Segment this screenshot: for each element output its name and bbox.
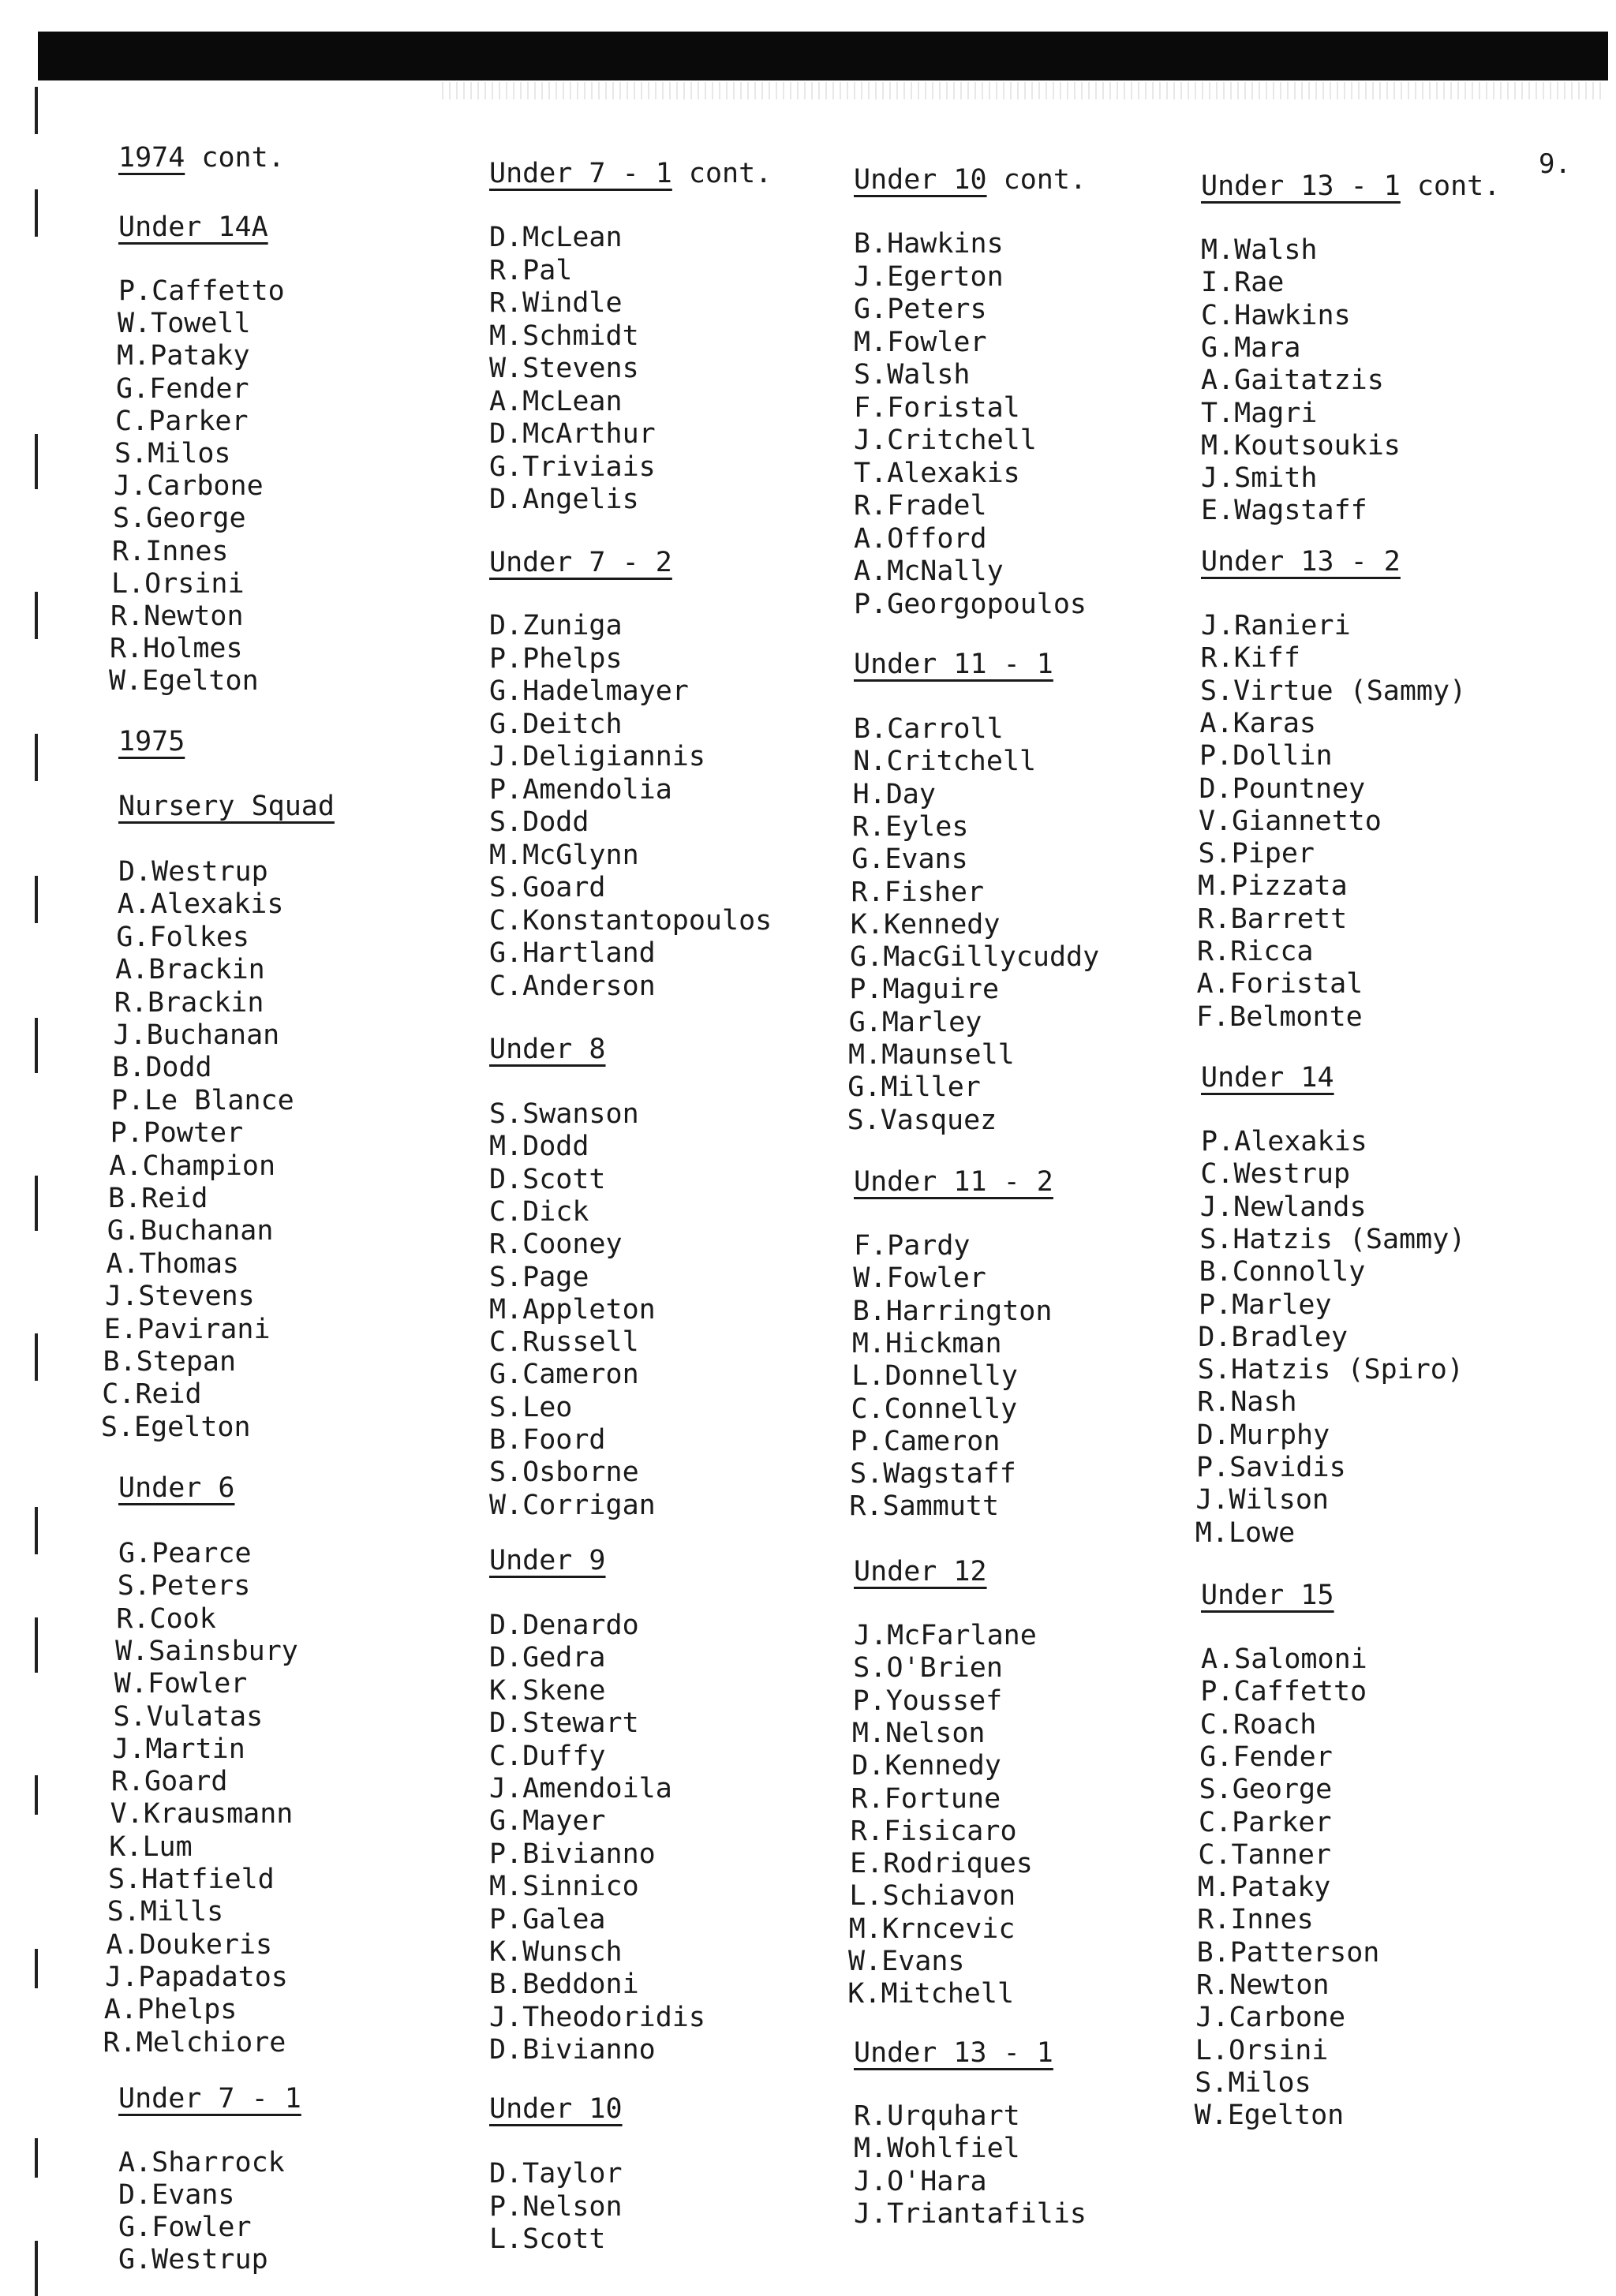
player-name: G.Fender — [116, 372, 249, 405]
player-name: G.Mayer — [489, 1805, 606, 1838]
section-heading — [489, 158, 772, 189]
player-name: R.Windle — [489, 287, 623, 319]
player-name: B.Reid — [108, 1183, 208, 1214]
player-name: S.Hatfield — [108, 1864, 275, 1895]
player-name: B.Stepan — [103, 1346, 237, 1378]
player-name: J.Wilson — [1195, 1484, 1329, 1516]
section-heading-title: Under 9 — [489, 1545, 606, 1576]
player-name: S.Swanson — [489, 1098, 639, 1130]
player-name: M.Walsh — [1201, 234, 1318, 266]
player-name: R.Barrett — [1197, 903, 1348, 935]
section-heading-title: Under 14A — [118, 211, 268, 243]
player-name: D.Denardo — [489, 1610, 639, 1641]
player-name: J.Egerton — [854, 260, 1004, 293]
player-name: L.Schiavon — [849, 1880, 1016, 1913]
player-name: G.Evans — [851, 843, 968, 876]
section-heading — [1201, 170, 1500, 202]
player-name: G.Westrup — [118, 2244, 268, 2275]
player-name: D.Bivianno — [489, 2034, 656, 2066]
player-name: L.Orsini — [111, 567, 245, 600]
player-name: M.Pizzata — [1198, 870, 1348, 903]
player-name: A.McNally — [854, 555, 1004, 587]
section-heading — [854, 1556, 987, 1587]
player-name: W.Sainsbury — [115, 1635, 298, 1667]
player-name: W.Egelton — [109, 665, 259, 697]
section-heading-title: Under 7 - 2 — [489, 547, 672, 578]
player-name: S.George — [113, 503, 246, 535]
player-name: E.Rodriques — [850, 1848, 1033, 1880]
section-heading — [1201, 1580, 1334, 1611]
section-heading — [1201, 546, 1401, 578]
player-name: G.Mara — [1201, 331, 1301, 364]
player-name: M.Pataky — [1197, 1872, 1331, 1904]
player-name: S.Dodd — [489, 806, 589, 838]
player-name: D.Bradley — [1198, 1321, 1349, 1353]
player-name: J.Critchell — [854, 424, 1037, 456]
player-name: P.Savidis — [1196, 1452, 1346, 1483]
player-name: K.Skene — [489, 1674, 606, 1707]
player-name: C.Anderson — [489, 970, 656, 1002]
player-name: M.Koutsoukis — [1201, 429, 1401, 462]
player-name: M.Sinnico — [489, 1871, 639, 1903]
section-heading-title: Under 11 - 2 — [854, 1166, 1053, 1198]
player-name: K.Mitchell — [847, 1978, 1015, 2010]
player-name: M.Appleton — [489, 1293, 656, 1326]
player-name: R.Nash — [1197, 1386, 1297, 1419]
section-heading — [489, 1034, 606, 1065]
player-name: K.Lum — [109, 1830, 193, 1863]
player-name: A.Brackin — [115, 954, 265, 986]
player-name: P.Dollin — [1199, 740, 1333, 772]
player-name: C.Duffy — [489, 1740, 606, 1772]
player-name: A.Salomoni — [1201, 1643, 1367, 1675]
player-name: V.Giannetto — [1199, 805, 1382, 837]
player-name: D.Pountney — [1199, 772, 1366, 805]
section-heading — [489, 1545, 606, 1576]
player-name: C.Parker — [1199, 1806, 1332, 1838]
player-name: P.Georgopoulos — [854, 588, 1087, 620]
player-name: S.Osborne — [489, 1457, 639, 1489]
player-name: D.Scott — [489, 1163, 606, 1195]
player-name: S.Peters — [117, 1570, 251, 1602]
player-name: N.Critchell — [853, 746, 1037, 778]
player-name: M.Nelson — [851, 1717, 986, 1749]
player-name: R.Pal — [489, 254, 573, 286]
player-name: K.Kennedy — [850, 908, 1001, 940]
player-name: C.Westrup — [1200, 1158, 1351, 1191]
player-name: I.Rae — [1201, 267, 1285, 299]
section-heading-title: Under 13 - 1 — [854, 2037, 1053, 2069]
player-name: J.Papadatos — [105, 1961, 288, 1993]
player-name: J.Triantafilis — [854, 2197, 1087, 2230]
player-name: G.Folkes — [116, 921, 249, 953]
player-name: R.Fradel — [854, 490, 987, 522]
section-heading-suffix: cont. — [1400, 170, 1501, 202]
player-name: R.Newton — [110, 600, 244, 632]
player-name: R.Ricca — [1197, 936, 1314, 967]
player-name: D.Angelis — [489, 484, 639, 515]
player-name: M.Fowler — [854, 326, 987, 358]
player-name: S.George — [1199, 1774, 1333, 1806]
player-name: A.Alexakis — [117, 888, 284, 921]
player-name: P.Cameron — [850, 1425, 1001, 1457]
player-name: S.Walsh — [854, 359, 971, 391]
player-name: D.Gedra — [489, 1642, 606, 1674]
section-heading-title: Under 7 - 1 — [118, 2083, 301, 2115]
section-heading-title: Under 10 — [489, 2093, 623, 2125]
section-heading-title: Under 14 — [1201, 1062, 1334, 1094]
player-name: P.Powter — [110, 1117, 244, 1150]
player-name: M.McGlynn — [489, 839, 639, 871]
section-heading — [489, 547, 672, 578]
player-name: C.Konstantopoulos — [489, 904, 772, 937]
player-name: R.Fortune — [851, 1782, 1001, 1815]
player-name: A.Sharrock — [118, 2147, 285, 2178]
player-name: A.Doukeris — [106, 1928, 273, 1961]
player-name: C.Connelly — [851, 1393, 1018, 1425]
player-name: P.Caffetto — [1200, 1676, 1367, 1708]
player-name: J.Buchanan — [113, 1019, 280, 1051]
player-name: J.Newlands — [1199, 1191, 1367, 1223]
player-name: V.Krausmann — [110, 1798, 294, 1830]
player-name: R.Urquhart — [854, 2100, 1020, 2132]
player-name: J.O'Hara — [854, 2165, 987, 2197]
player-name: D.Murphy — [1196, 1419, 1330, 1451]
player-name: J.McFarlane — [854, 1620, 1037, 1651]
player-name: A.Phelps — [103, 1994, 238, 2026]
section-heading-title: 1974 — [118, 142, 185, 174]
player-name: K.Wunsch — [489, 1936, 623, 1968]
player-name: F.Foristal — [854, 391, 1020, 424]
player-name: S.Milos — [114, 438, 231, 469]
player-name: M.Dodd — [489, 1131, 589, 1163]
player-name: S.Goard — [489, 872, 606, 903]
player-name: G.Miller — [847, 1071, 981, 1104]
player-name: J.Carbone — [1195, 2002, 1346, 2034]
player-name: R.Fisher — [851, 876, 985, 908]
player-name: S.Piper — [1198, 838, 1315, 870]
player-name: D.Zuniga — [489, 610, 623, 641]
player-name: B.Carroll — [854, 713, 1004, 745]
section-heading-title: 1975 — [118, 726, 185, 757]
player-name: M.Krncevic — [848, 1913, 1016, 1945]
player-name: S.Egelton — [100, 1411, 251, 1443]
player-name: F.Belmonte — [1196, 1000, 1363, 1033]
player-name: R.Eyles — [851, 810, 969, 843]
section-heading — [854, 2037, 1053, 2069]
player-name: M.Pataky — [117, 340, 250, 372]
player-name: A.Gaitatzis — [1201, 365, 1384, 397]
player-name: P.Alexakis — [1201, 1126, 1367, 1157]
section-heading-title: Under 7 - 1 — [489, 158, 672, 189]
player-name: A.Karas — [1199, 707, 1317, 739]
section-heading — [854, 1166, 1053, 1198]
section-heading — [1201, 1062, 1334, 1094]
player-name: B.Foord — [489, 1424, 606, 1456]
player-name: S.Vulatas — [113, 1700, 264, 1733]
player-name: J.Ranieri — [1201, 610, 1351, 641]
player-name: R.Innes — [1197, 1904, 1314, 1936]
player-name: B.Harrington — [852, 1295, 1053, 1327]
section-heading — [489, 2093, 623, 2125]
player-name: G.Marley — [848, 1006, 982, 1038]
player-name: D.McArthur — [489, 418, 656, 450]
player-name: P.Galea — [489, 1903, 606, 1935]
player-name: R.Newton — [1196, 1969, 1330, 2001]
player-name: S.Wagstaff — [850, 1458, 1016, 1490]
player-name: E.Pavirani — [103, 1313, 271, 1345]
player-name: C.Dick — [489, 1195, 589, 1228]
player-name: G.MacGillycuddy — [850, 941, 1100, 974]
section-heading-title: Under 12 — [854, 1556, 987, 1587]
player-name: W.Fowler — [114, 1668, 248, 1700]
player-name: M.Schmidt — [489, 320, 639, 352]
player-name: S.Leo — [489, 1391, 573, 1423]
player-name: D.Kennedy — [851, 1750, 1001, 1782]
player-name: J.Stevens — [105, 1281, 255, 1313]
player-name: B.Connolly — [1199, 1256, 1366, 1288]
player-name: W.Evans — [848, 1946, 965, 1977]
section-heading-title: Under 11 - 1 — [854, 649, 1053, 680]
player-name: G.Pearce — [118, 1538, 252, 1569]
player-name: F.Pardy — [854, 1230, 971, 1262]
player-name: C.Reid — [102, 1378, 202, 1411]
player-name: A.Foristal — [1196, 968, 1364, 1000]
player-name: A.McLean — [489, 385, 623, 417]
player-name: L.Orsini — [1195, 2034, 1329, 2066]
player-name: W.Fowler — [853, 1262, 986, 1295]
player-name: P.Le Blance — [110, 1084, 294, 1116]
player-name: P.Maguire — [849, 974, 1000, 1006]
scan-noise — [442, 82, 1602, 99]
player-name: C.Hawkins — [1201, 299, 1351, 331]
player-name: J.Martin — [112, 1733, 245, 1765]
player-name: R.Holmes — [110, 633, 243, 665]
player-name: M.Lowe — [1195, 1516, 1296, 1549]
player-name: C.Tanner — [1198, 1838, 1331, 1871]
section-heading-suffix: cont. — [185, 142, 285, 174]
player-name: R.Sammutt — [849, 1490, 1000, 1523]
player-name: R.Goard — [110, 1766, 228, 1798]
player-name: J.Smith — [1201, 462, 1318, 495]
player-name: G.Fowler — [118, 2212, 252, 2243]
player-name: S.Page — [489, 1261, 589, 1293]
section-heading-title: Under 8 — [489, 1034, 606, 1065]
player-name: B.Patterson — [1196, 1936, 1380, 1969]
player-name: M.Wohlfiel — [854, 2133, 1020, 2165]
section-heading-title: Under 6 — [118, 1472, 235, 1504]
player-name: H.Day — [852, 778, 936, 810]
player-name: G.Hartland — [489, 937, 656, 969]
player-name: G.Cameron — [489, 1359, 639, 1391]
player-name: G.Hadelmayer — [489, 675, 689, 707]
player-name: L.Scott — [489, 2223, 606, 2255]
player-name: P.Phelps — [489, 642, 623, 675]
player-name: P.Youssef — [852, 1685, 1003, 1717]
player-name: S.Virtue (Sammy) — [1200, 675, 1467, 707]
player-name: D.Stewart — [489, 1707, 639, 1740]
player-name: D.McLean — [489, 222, 623, 253]
player-name: R.Cooney — [489, 1228, 623, 1261]
section-heading-title: Under 15 — [1201, 1580, 1334, 1611]
player-name: M.Maunsell — [848, 1039, 1015, 1071]
player-name: S.Mills — [107, 1896, 224, 1928]
player-name: J.Deligiannis — [489, 741, 705, 772]
player-name: E.Wagstaff — [1201, 495, 1367, 527]
player-name: A.Offord — [854, 522, 987, 555]
player-name: G.Buchanan — [107, 1215, 274, 1247]
player-name: B.Hawkins — [854, 228, 1004, 260]
player-name: P.Caffetto — [118, 275, 285, 307]
player-name: T.Alexakis — [854, 457, 1020, 489]
player-name: D.Westrup — [118, 856, 268, 888]
player-name: W.Towell — [118, 308, 251, 340]
player-name: D.Evans — [118, 2179, 235, 2211]
player-name: R.Kiff — [1200, 642, 1300, 675]
player-name: R.Fisicaro — [850, 1815, 1017, 1847]
player-name: J.Carbone — [114, 470, 264, 503]
player-name: R.Melchiore — [103, 2026, 286, 2059]
player-name: G.Fender — [1199, 1741, 1333, 1773]
player-name: P.Amendolia — [489, 773, 672, 806]
player-name: R.Innes — [112, 535, 229, 567]
section-heading-suffix: cont. — [986, 164, 1087, 196]
player-name: P.Nelson — [489, 2190, 623, 2223]
player-name: L.Donnelly — [851, 1360, 1018, 1393]
player-name: S.Milos — [1195, 2066, 1311, 2099]
player-name: P.Marley — [1199, 1288, 1332, 1321]
player-name: D.Taylor — [489, 2158, 623, 2189]
player-name: C.Russell — [489, 1326, 639, 1359]
player-name: A.Thomas — [106, 1247, 239, 1280]
player-name: A.Champion — [109, 1150, 276, 1182]
player-name: S.O'Brien — [853, 1652, 1003, 1685]
player-name: S.Hatzis (Spiro) — [1197, 1354, 1464, 1386]
player-name: W.Egelton — [1194, 2100, 1345, 2132]
player-name: G.Peters — [854, 294, 987, 325]
player-name: S.Vasquez — [847, 1104, 997, 1136]
player-name: B.Beddoni — [489, 1969, 639, 2001]
player-name: W.Stevens — [489, 353, 639, 384]
section-heading-suffix: cont. — [671, 158, 772, 189]
player-name: G.Triviais — [489, 451, 656, 483]
player-name: P.Bivianno — [489, 1838, 656, 1870]
player-name: S.Hatzis (Sammy) — [1199, 1223, 1466, 1255]
player-name: R.Cook — [116, 1602, 216, 1635]
section-heading — [854, 164, 1087, 196]
section-heading-title: Nursery Squad — [118, 791, 335, 822]
section-heading-title: Under 13 - 1 — [1201, 170, 1401, 202]
section-heading-title: Under 13 - 2 — [1201, 546, 1401, 578]
player-name: T.Magri — [1201, 397, 1318, 429]
player-name: B.Dodd — [112, 1052, 212, 1084]
player-name: M.Hickman — [851, 1327, 1002, 1359]
player-name: J.Amendoila — [489, 1773, 672, 1804]
player-name: R.Brackin — [114, 986, 264, 1019]
player-name: C.Parker — [115, 405, 249, 437]
section-heading-title: Under 10 — [854, 164, 987, 196]
player-name: G.Deitch — [489, 708, 623, 740]
player-name: W.Corrigan — [489, 1489, 656, 1521]
section-heading — [854, 649, 1053, 680]
player-name: C.Roach — [1199, 1708, 1317, 1741]
page-number: 9. — [1539, 148, 1571, 180]
player-name: J.Theodoridis — [489, 2001, 705, 2033]
